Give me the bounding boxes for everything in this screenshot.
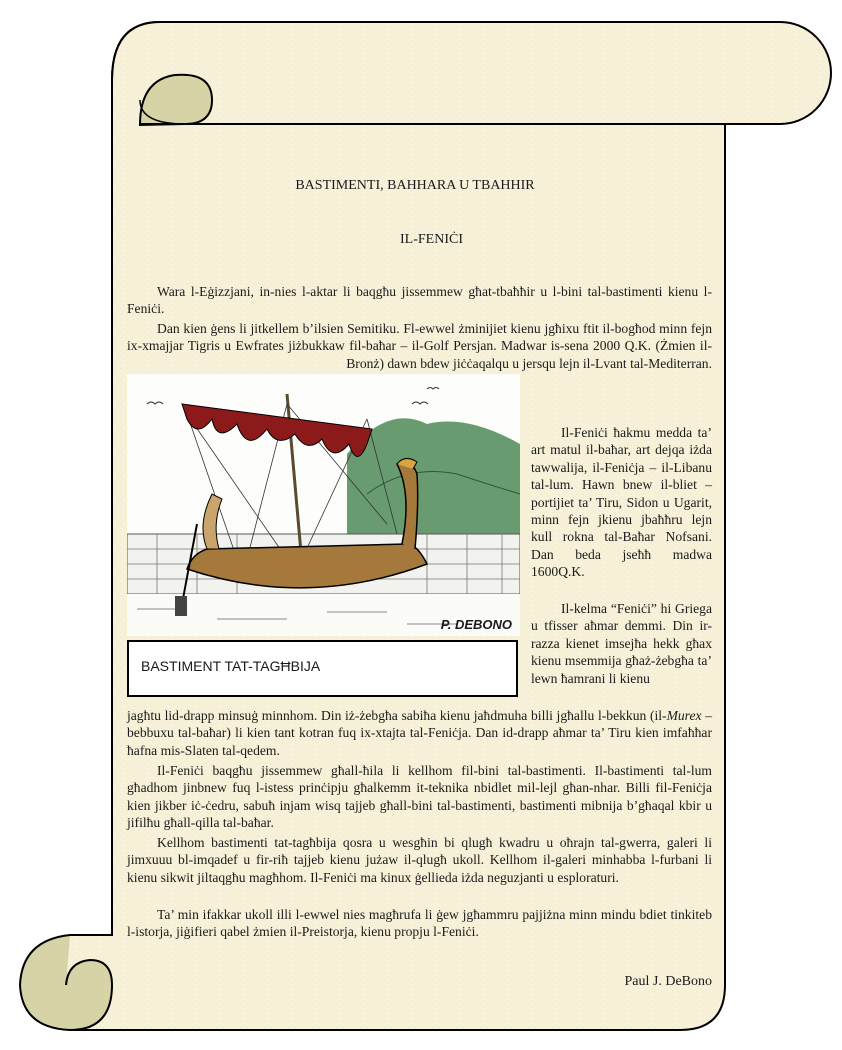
paragraph-5-part-a: jagħtu lid-drapp minsuġ minnhom. Din iż-żebgħa sabiħa kienu jaħdmuha billi jgħallu l-bekkun (il-	[127, 708, 667, 723]
paragraph-5	[127, 707, 712, 759]
document-title: BASTIMENTI, BAHHARA U TBAHHIR	[295, 178, 535, 193]
document-subtitle: IL-FENIĊI	[400, 232, 463, 247]
paragraph-4: Il-kelma “Feniċi” hi Griega u tfisser aħmar demmi. Din ir-razza kienet imsejħa hekk għax kienu msemmija għaż-żebgħa ta’ lewn ħamrani li kienu	[531, 601, 712, 686]
figure-caption-box	[127, 640, 518, 697]
paragraph-6: Il-Feniċi baqgħu jissemmew għall-ħila li kellhom fil-bini tal-bastimenti. Il-bastimenti tal-lum għadhom jinbnew fuq l-istess prinċipju għalkemm it-teknika nbidlet mil-lejl għan-nhar. Billi fil-Feniċja kien jikber iċ-ċedru, sabuħ injam wisq tajjeb għall-bini tal-bastimenti, bastimenti mibnija b’għaqal kbir u jifilħu għall-qilla tal-baħar.	[127, 763, 712, 831]
paragraph-5-part-b: – bebbuxu tal-baħar) li kien tant kotran fuq ix-xtajta tal-Feniċja. Dan id-drapp aħmar ta’ Tiru kien imfaħħar ħafna mis-Slaten tal-qedem.	[127, 708, 712, 758]
paragraph-2: Dan kien ġens li jitkellem b’ilsien Semitiku. Fl-ewwel żminijiet kienu jgħixu ftit il-bogħod minn fejn ix-xmajjar Tigris u Ewfrates jiżbukkaw fil-baħar – il-Golf Persjan. Madwar is-sena 2000 Q.K. (Żmien il-Bronż) dawn bdew jiċċaqalqu u jersqu lejn il-Lvant tal-Mediterran.	[127, 321, 712, 371]
murex-term: Murex	[666, 708, 702, 723]
figure-caption: BASTIMENT TAT-TAGĦBIJA	[141, 658, 321, 674]
phoenician-ship-drawing	[127, 374, 520, 636]
paragraph-7: Kellhom bastimenti tat-tagħbija qosra u wesgħin bi qlugħ kwadru u oħrajn tal-gwerra, galeri li jimxuuu bl-imqadef u fir-riħ tajjeb kienu jużaw il-qlugħ ukoll. Kellhom il-galeri minhabba l-furbani li kienu sikwit jiltaqgħu magħhom. Il-Feniċi ma kinux ġellieda iżda neguzjanti u esploraturi.	[127, 835, 712, 885]
ship-illustration	[127, 374, 520, 636]
artist-signature: P. DEBONO	[440, 617, 512, 632]
author-signature: Paul J. DeBono	[624, 974, 712, 989]
paragraph-1: Wara l-Eġizzjani, in-nies l-aktar li baqgħu jissemmew għat-tbaħħir u l-bini tal-bastimenti kienu l-Feniċi.	[127, 284, 712, 317]
paragraph-8: Ta’ min ifakkar ukoll illi l-ewwel nies magħrufa li ġew jgħammru pajjiżna minn mindu bdiet tinkiteb l-istorja, jiġifieri qabel żmien il-Preistorja, kienu propju l-Feniċi.	[127, 907, 712, 940]
paragraph-3: Il-Feniċi ħakmu medda ta’ art matul il-baħar, art dejqa iżda tawwalija, il-Feniċja – il-Libanu tal-lum. Hawn bnew il-bliet – portijiet ta’ Tiru, Sidon u Ugarit, minn fejn jkienu jbaħħru lejn kull rokna tal-Baħar Nofsani. Dan beda jseħħ madwa 1600Q.K.	[531, 425, 712, 580]
